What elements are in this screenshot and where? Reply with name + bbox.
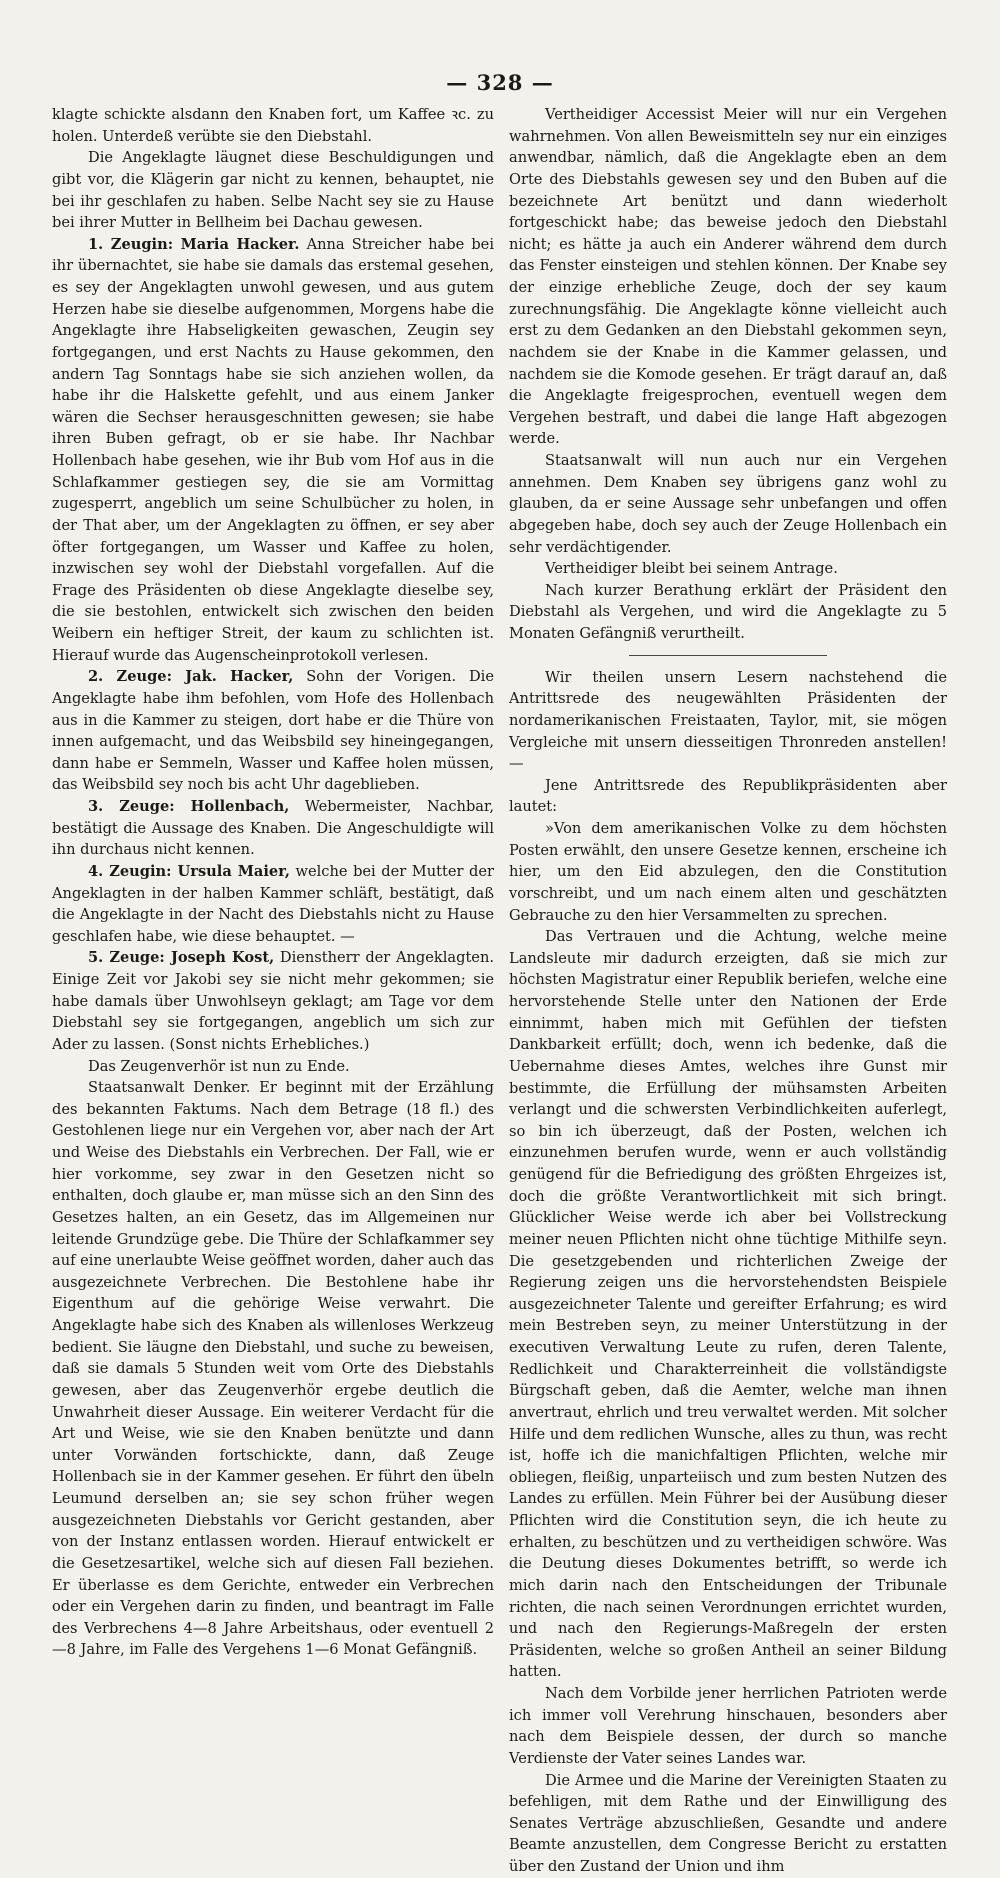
witness-statement: Webermeister, Nachbar, bestätigt die Aussage des Knaben. Die Angeschuldigte will ihn durchaus nicht kennen. (52, 798, 494, 859)
paragraph: Staatsanwalt will nun auch nur ein Vergehen annehmen. Dem Knaben sey übrigens ganz wohl zu glauben, da er seine Aussage sehr unbefangen und offen abgegeben habe, doch sey auch der Zeuge Hollenbach ein sehr verdächtigender. (509, 452, 947, 556)
witness-label: 5. Zeuge: Joseph Kost, (88, 949, 275, 967)
witness-statement: Dienstherr der Angeklagten. Einige Zeit vor Jakobi sey sie nicht mehr gekommen; sie habe damals über Unwohlseyn geklagt; am Tage vor dem Diebstahl sey sie fortgegangen, angeblich um sich zur Ader zu lassen. (Sonst nichts Erhebliches.) (52, 949, 494, 1053)
witness-paragraph (52, 861, 494, 948)
paragraph: Vertheidiger bleibt bei seinem Antrage. (545, 560, 838, 578)
paragraph: klagte schickte alsdann den Knaben fort, um Kaffee ꝛc. zu holen. Unterdeß verübte sie den Diebstahl. (52, 106, 494, 145)
witness-label: 1. Zeugin: Maria Hacker. (88, 235, 300, 253)
witness-paragraph (52, 796, 494, 861)
paragraph: Die Angeklagte läugnet diese Beschuldigungen und gibt vor, die Klägerin gar nicht zu kennen, behauptet, nie bei ihr geschlafen zu haben. Selbe Nacht sey sie zu Hause bei ihrer Mutter in Bellheim bei Dachau gewesen. (52, 149, 494, 232)
paragraph: Jene Antrittsrede des Republikpräsidenten aber lautet: (509, 776, 947, 816)
witness-label: 4. Zeugin: Ursula Maier, (88, 862, 290, 880)
prosecutor-paragraph: Staatsanwalt Denker. Er beginnt mit der Erzählung des bekannten Faktums. Nach dem Betrage (18 fl.) des Gestohlenen liege nur ein Vergehen vor, aber nach der Art und Weise des Diebstahls ein Verbrechen. Der Fall, wie er hier vorkomme, sey zwar in den Gesetzen nicht so enthalten, doch glaube er, man müsse sich an den Sinn des Gesetzes halten, an ein Gesetz, das im Allgemeinen nur leitende Grundzüge gebe. Die Thüre der Schlafkammer sey auf eine unerlaubte Weise geöffnet worden, daher auch das ausgezeichnete Verbrechen. Die Bestohlene habe ihr Eigenthum auf die gehörige Weise verwahrt. Die Angeklagte habe sich des Knaben als willenloses Werkzeug bedient. Sie läugne den Diebstahl, und suche zu beweisen, daß sie damals 5 Stunden weit vom Orte des Diebstahls gewesen, aber das Zeugenverhör ergebe deutlich die Unwahrheit dieser Aussage. Ein weiterer Verdacht für die Art und Weise, wie sie den Knaben benützte und dann unter Vorwänden fortschickte, dann, daß Zeuge Hollenbach sie in der Kammer gesehen. Er führt den übeln Leumund derselben an; sie sey schon früher wegen ausgezeichneten Diebstahls vor Gericht gestanden, aber von der Instanz entlassen worden. Hierauf entwickelt er die Gesetzesartikel, welche sich auf diesen Fall beziehen. Er überlasse es dem Gerichte, entweder ein Verbrechen oder ein Vergehen darin zu finden, und beantragt im Falle des Verbrechens 4—8 Jahre Arbeitshaus, oder eventuell 2—8 Jahre, im Falle des Vergehens 1—6 Monat Gefängniß. (52, 1079, 494, 1659)
section-divider (629, 655, 827, 657)
speech-paragraph: Das Vertrauen und die Achtung, welche meine Landsleute mir dadurch erzeigten, daß sie mich zur höchsten Magistratur einer Republik beriefen, welche eine hervorstehende Stelle unter den Nationen der Erde einnimmt, haben mich mit Gefühlen der tiefsten Dankbarkeit erfüllt; doch, wenn ich bedenke, daß die Uebernahme dieses Amtes, welches ihre Gunst mir bestimmte, die Erfüllung der mühsamsten Arbeiten verlangt und die schwersten Verbindlichkeiten auferlegt, so bin ich überzeugt, daß der Posten, welchen ich einzunehmen berufen wurde, wenn er auch vollständig genügend für die Befriedigung des größten Ehrgeizes ist, doch die größte Verantwortlichkeit mit sich bringt. Glücklicher Weise werde ich aber bei Vollstreckung meiner neuen Pflichten nicht ohne tüchtige Mithilfe seyn. Die gesetzgebenden und richterlichen Zweige der Regierung zeigen uns die hervorstehendsten Beispiele ausgezeichneter Talente und gereifter Erfahrung; es wird mein Bestreben seyn, zu meiner Unterstützung in der executiven Verwaltung Leute zu rufen, deren Talente, Redlichkeit und Charakterreinheit die vollständigste Bürgschaft geben, daß die Aemter, welche man ihnen anvertraut, ehrlich und treu verwaltet werden. Mit solcher Hilfe und dem redlichen Wunsche, alles zu thun, was recht ist, hoffe ich die manichfaltigen Pflichten, welche mir obliegen, fleißig, unparteiisch und zum besten Nutzen des Landes zu erfüllen. Mein Führer bei der Ausübung dieser Pflichten wird die Constitution seyn, die ich heute zu erhalten, zu beschützen und zu vertheidigen schwöre. Was die Deutung dieses Dokumentes betrifft, so werde ich mich darin nach den Entscheidungen der Tribunale richten, die nach seinen Verordnungen errichtet wurden, und nach den Regierungs-Maßregeln der ersten Präsidenten, welche so großen Antheil an seiner Bildung hatten. (509, 928, 947, 1681)
witness-label: 3. Zeuge: Hollenbach, (88, 798, 290, 815)
defense-paragraph: Vertheidiger Accessist Meier will nur ein Vergehen wahrnehmen. Von allen Beweismitteln sey nur ein einziges anwendbar, nämlich, daß die Angeklagte eben an dem Orte des Diebstahls gewesen sey und den Buben auf die bezeichnete Art benützt und dann wiederholt fortgeschickt habe; das beweise jedoch den Diebstahl nicht; es hätte ja auch ein Anderer während dem durch das Fenster einsteigen und stehlen können. Der Knabe sey der einzige erhebliche Zeuge, doch der sey kaum zurechnungsfähig. Die Angeklagte könne vielleicht auch erst zu dem Gedanken an den Diebstahl gekommen seyn, nachdem sie der Knabe in die Kammer gelassen, und nachdem sie die Komode gesehen. Er trägt darauf an, daß die Angeklagte freigesprochen, eventuell wegen dem Vergehen bestraft, und dabei die lange Haft abgezogen werde. (509, 106, 947, 448)
witness-paragraph (52, 947, 494, 1055)
page-number: — 328 — (446, 70, 554, 95)
speech-paragraph: Nach dem Vorbilde jener herrlichen Patrioten werde ich immer voll Verehrung hinschauen, besonders aber nach dem Beispiele dessen, der durch so manche Verdienste der Vater seines Landes war. (509, 1685, 947, 1767)
paragraph: Das Zeugenverhör ist nun zu Ende. (88, 1057, 350, 1075)
speech-paragraph: Die Armee und die Marine der Vereinigten Staaten zu befehligen, mit dem Rathe und der Einwilligung des Senates Verträge abzuschließen, Gesandte und andere Beamte anzustellen, dem Congresse Bericht zu erstatten über den Zustand der Union und ihm (509, 1771, 947, 1875)
verdict-paragraph: Nach kurzer Berathung erklärt der Präsident den Diebstahl als Vergehen, und wird die Angeklagte zu 5 Monaten Gefängniß verurtheilt. (509, 581, 947, 642)
right-column (509, 104, 947, 1878)
witness-statement: welche bei der Mutter der Angeklagten in der halben Kammer schläft, bestätigt, daß die Angeklagte in der Nacht des Diebstahls nicht zu Hause geschlafen habe, wie diese behauptet. — (52, 862, 494, 945)
witness-statement: Anna Streicher habe bei ihr übernachtet, sie habe sie damals das erstemal gesehen, es sey der Angeklagten unwohl gewesen, und aus gutem Herzen habe sie dieselbe aufgenommen, Morgens habe die Angeklagte ihre Habseligkeiten gewaschen, Zeugin sey fortgegangen, und erst Nachts zu Hause gekommen, den andern Tag Sonntags habe sie sich anziehen wollen, da habe ihr die Halskette gefehlt, und aus einem Janker wären die Sechser herausgeschnitten gewesen; sie habe ihren Buben gefragt, ob er sie habe. Ihr Nachbar Hollenbach habe gesehen, wie ihr Bub vom Hof aus in die Schlafkammer gestiegen sey, die sie am Vormittag zugesperrt, angeblich um seine Schulbücher zu holen, in der That aber, um der Angeklagten zu öffnen, er sey aber öfter fortgegangen, um Wasser und Kaffee zu holen, inzwischen sey wohl der Diebstahl vorgefallen. Auf die Frage des Präsidenten ob diese Angeklagte dieselbe sey, die sie bestohlen, entwickelt sich zwischen den beiden Weibern ein heftiger Streit, der kaum zu schlichten ist. Hierauf wurde das Augenscheinprotokoll verlesen. (52, 235, 494, 664)
intro-paragraph: Wir theilen unsern Lesern nachstehend die Antrittsrede des neugewählten Präsidenten der nordamerikanischen Freistaaten, Taylor, mit, sie mögen Vergleiche mit unsern diesseitigen Thronreden anstellen! — (509, 668, 947, 773)
witness-paragraph (52, 234, 494, 667)
left-column (52, 104, 494, 1661)
witness-statement: Sohn der Vorigen. Die Angeklagte habe ihm befohlen, vom Hofe des Hollenbach aus in die Kammer zu steigen, dort habe er die Thüre von innen aufgemacht, und das Weibsbild sey hineingegangen, dann habe er Semmeln, Wasser und Kaffee holen müssen, das Weibsbild sey noch bis acht Uhr dageblieben. (52, 668, 494, 794)
witness-paragraph (52, 666, 494, 796)
witness-label: 2. Zeuge: Jak. Hacker, (88, 668, 294, 686)
speech-paragraph: »Von dem amerikanischen Volke zu dem höchsten Posten erwählt, den unsere Gesetze kennen, erscheine ich hier, um den Eid abzulegen, den die Constitution vorschreibt, und um nach einem alten und geschätzten Gebrauche zu den hier Versammelten zu sprechen. (509, 820, 947, 924)
